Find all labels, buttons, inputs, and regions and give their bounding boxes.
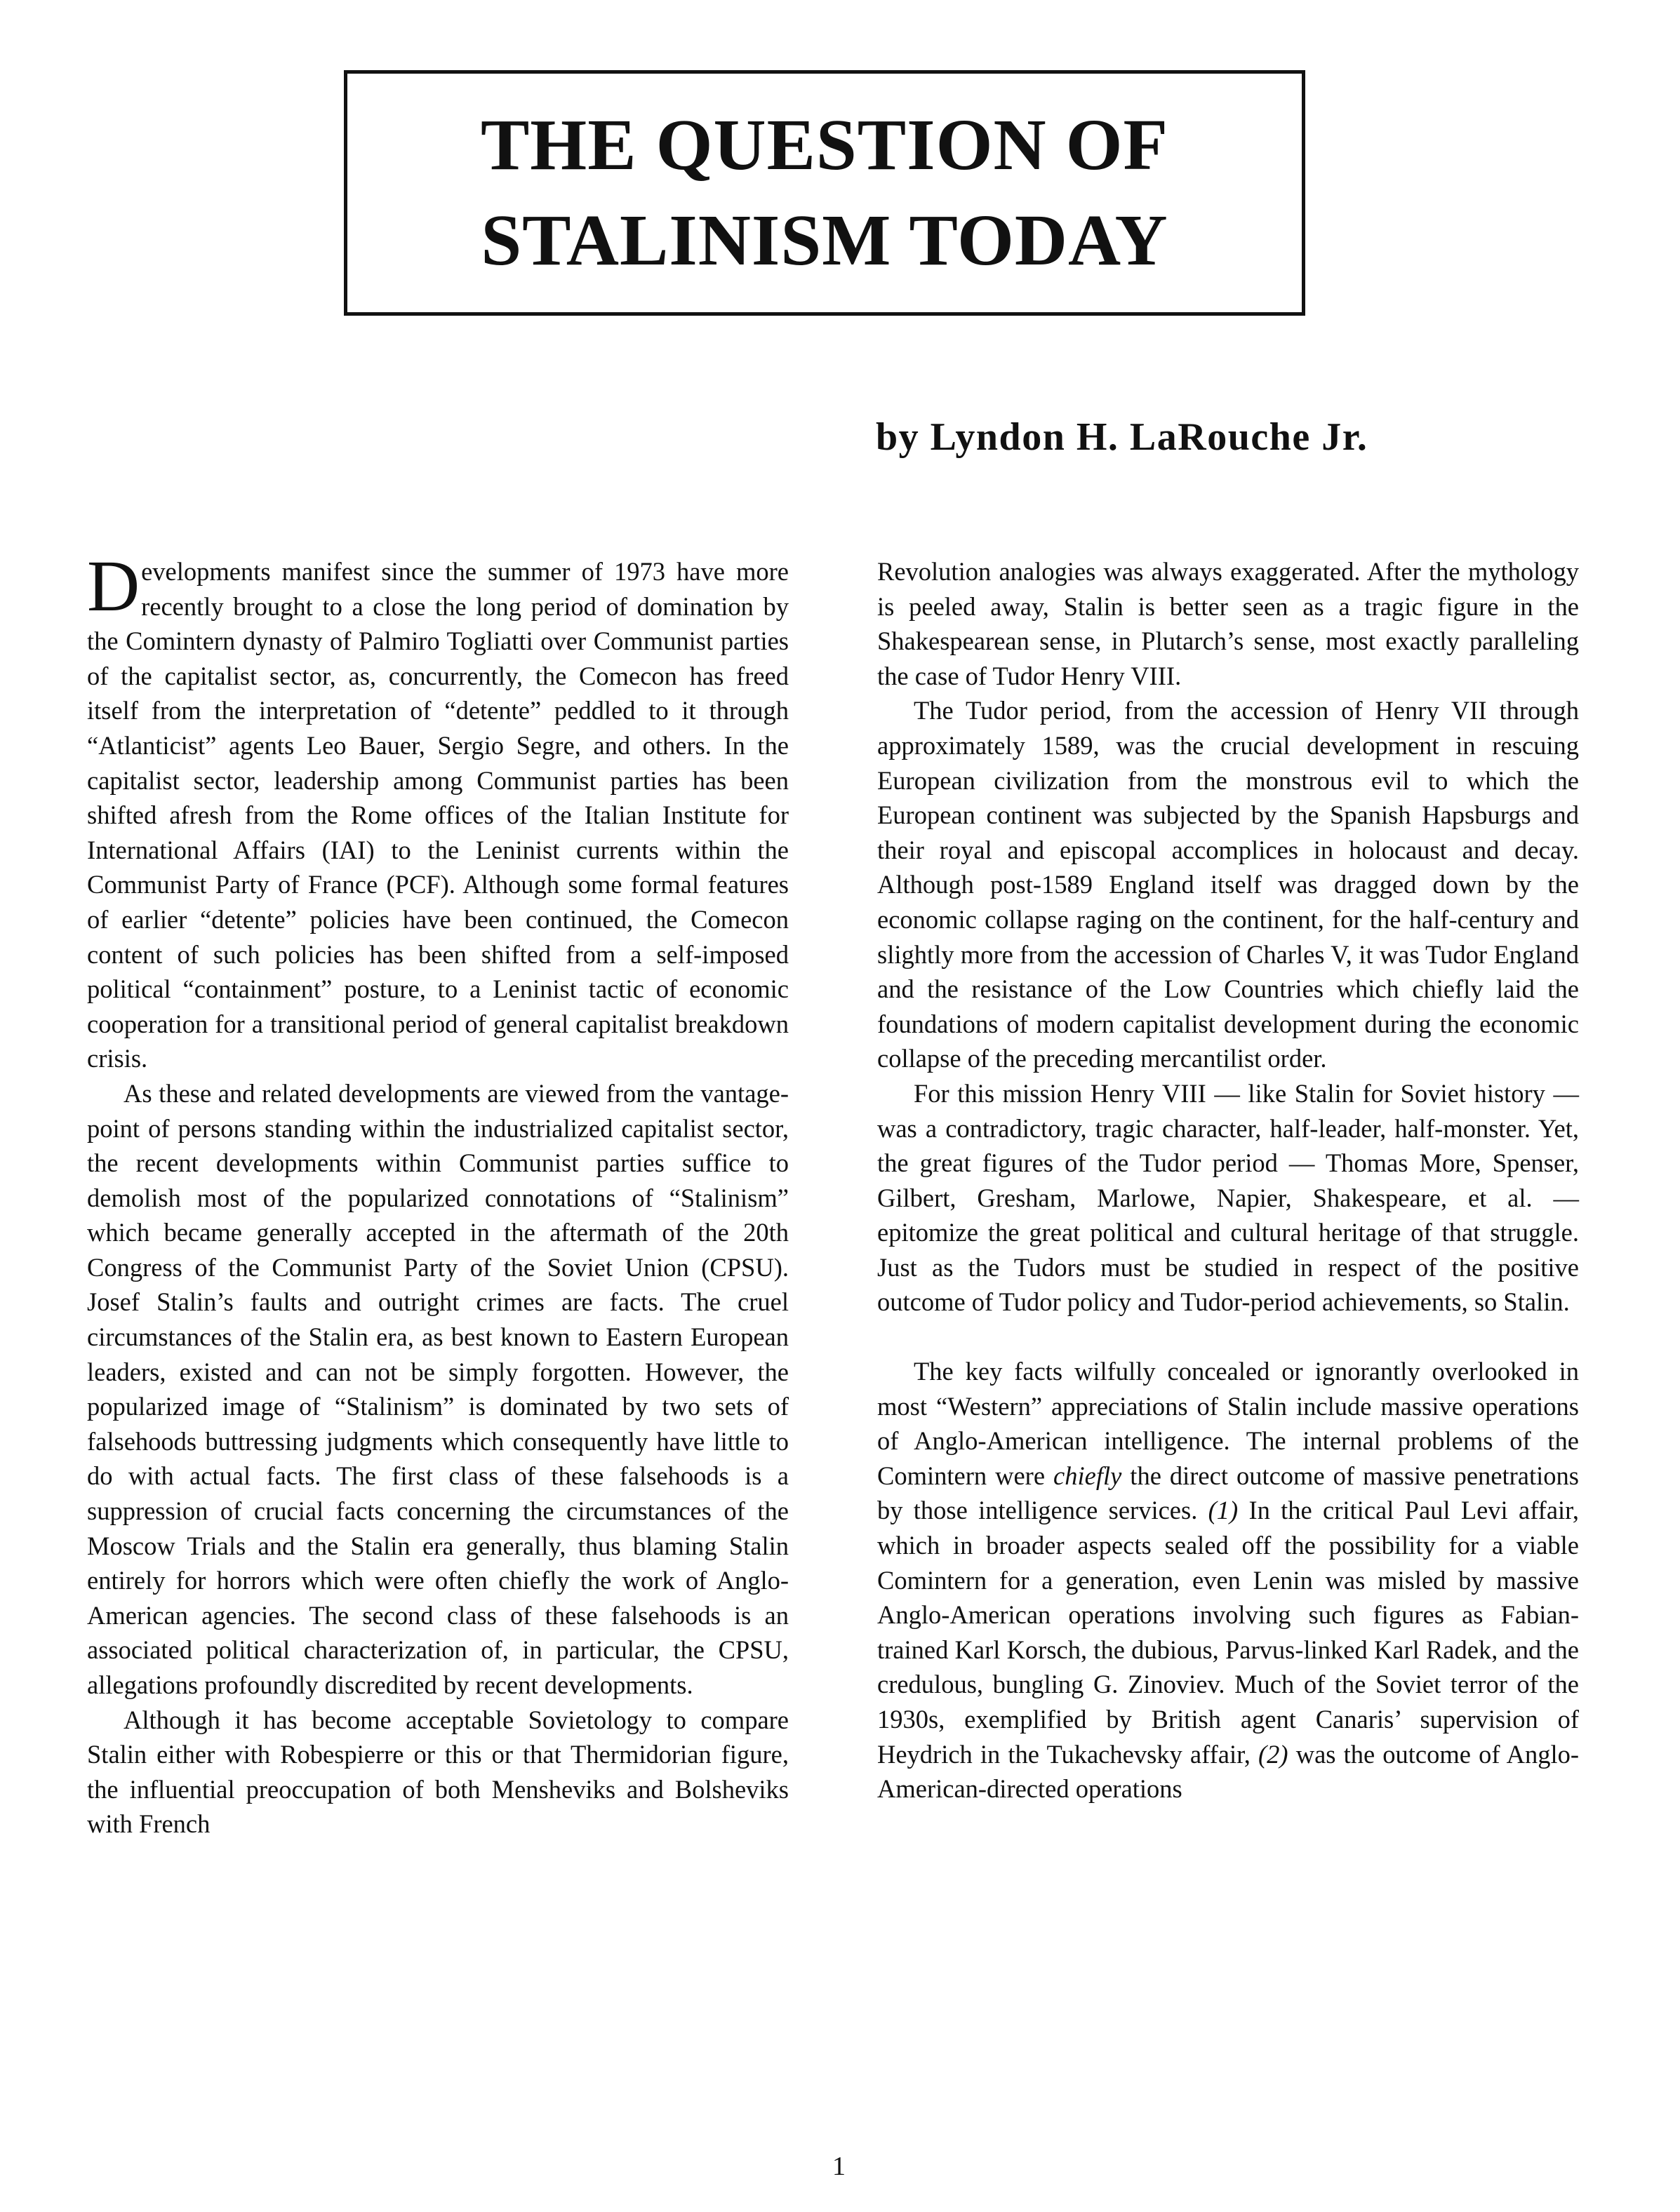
paragraph-key-facts <box>877 1354 1579 1807</box>
paragraph-henry-viii: For this mission Henry VIII — like Stalin for Soviet history — was a contradictory, tragic character, half-leader, half-monster. Yet, the great figures of the Tudor period — Thomas More, Spenser, Gilbert, Gresham, Marlowe, Napier, Shakespeare, et al. — epitomize the great political and cultural heritage of that struggle. Just as the Tudors must be studied in respect of the positive outcome of Tudor policy and Tudor-period achievements, so Stalin. <box>877 1078 1579 1317</box>
author-byline: by Lyndon H. LaRouche Jr. <box>876 415 1368 459</box>
left-column <box>87 546 789 1842</box>
emphasis-chiefly: chiefly <box>1053 1461 1122 1490</box>
title-box <box>344 70 1305 316</box>
title-line-2: STALINISM TODAY <box>481 200 1168 281</box>
page-number: 1 <box>832 2152 846 2181</box>
key-facts-text-c: In the critical Paul Levi affair, which in broader aspects sealed off the possibility for a viable Comintern for a generation, even Lenin was misled by massive Anglo-American operations involving such figures as Fabian-trained Karl Korsch, the dubious, Parvus-linked Karl Radek, and the credulous, bungling G. Zinoviev. Much of the Soviet terror of the 1930s, exemplified by British agent Canaris’ supervision of Heydrich in the Tukachevsky affair, <box>877 1496 1579 1769</box>
paragraph-tragic-figure: Revolution analogies was always exaggerated. After the mythology is peeled away, Stalin is better seen as a tragic figure in the Shakespearean sense, in Plutarch’s sense, most exactly paralleling the case of Tudor Henry VIII. <box>877 557 1579 690</box>
right-column <box>877 554 1579 1807</box>
footnote-ref-1: (1) <box>1208 1496 1239 1525</box>
paragraph-intro <box>87 546 789 1076</box>
key-facts-text-a: The key facts wilfully concealed or ignorantly overlooked in most “Western” appreciations of Stalin include massive operations of Anglo-American intelligence. The internal problems of the Comintern were <box>877 1357 1579 1490</box>
paragraph-sovietology: Although it has become acceptable Sovietology to compare Stalin either with Robespierre or this or that Thermidorian figure, the influential preoccupation of both Mensheviks and Bolsheviks with French <box>87 1705 789 1839</box>
paragraph-tudor-period: The Tudor period, from the accession of Henry VII through approximately 1589, was the crucial development in rescuing European civilization from the monstrous evil to which the European continent was subjected by the Spanish Hapsburgs and their royal and episcopal accomplices in holocaust and decay. Although post-1589 England itself was dragged down by the economic collapse raging on the continent, for the half-century and slightly more from the accession of Charles V, it was Tudor England and the resistance of the Low Countries which chiefly laid the foundations of modern capitalist development during the economic collapse of the preceding mercantilist order. <box>877 696 1579 1073</box>
footnote-ref-2: (2) <box>1258 1739 1288 1769</box>
title-line-1: THE QUESTION OF <box>480 105 1169 185</box>
drop-cap: D <box>87 546 140 626</box>
key-facts-text-d: was the outcome of Anglo-American-directed operations <box>877 1739 1579 1804</box>
key-facts-text-b: the direct outcome of massive penetrations by those intelligence services. <box>877 1461 1579 1525</box>
paragraph-vantage-point: As these and related developments are viewed from the vantage-point of persons standing within the industrialized capitalist sector, the recent developments within Communist parties suffice to demolish most of the popularized connotations of “Stalinism” which became generally accepted in the aftermath of the 20th Congress of the Communist Party of the Soviet Union (CPSU). Josef Stalin’s faults and outright crimes are facts. The cruel circumstances of the Stalin era, as best known to Eastern European leaders, existed and can not be simply forgotten. However, the popularized image of “Stalinism” is dominated by two sets of falsehoods buttressing judgments which consequently have little to do with actual facts. The first class of these falsehoods is a suppression of crucial facts concerning the circumstances of the Moscow Trials and the Stalin era generally, thus blaming Stalin entirely for horrors which were often chiefly the work of Anglo-American agencies. The second class of these falsehoods is an associated political characterization of, in particular, the CPSU, allegations profoundly discredited by recent developments. <box>87 1078 789 1699</box>
paragraph-intro-text: evelopments manifest since the summer of 1973 have more recently brought to a close the long period of domination by the Comintern dynasty of Palmiro Togliatti over Communist parties of the capitalist sector, as, concurrently, the Comecon has freed itself from the interpretation of “detente” peddled to it through “Atlanticist” agents Leo Bauer, Sergio Segre, and others. In the capitalist sector, leadership among Communist parties has been shifted afresh from the Rome offices of the Italian Institute for International Affairs (IAI) to the Leninist currents within the Communist Party of France (PCF). Although some formal features of earlier “detente” policies have been continued, the Comecon content of such policies has been shifted from a self-imposed political “containment” posture, to a Leninist tactic of economic cooperation for a transitional period of general capitalist breakdown crisis. <box>87 557 789 1073</box>
